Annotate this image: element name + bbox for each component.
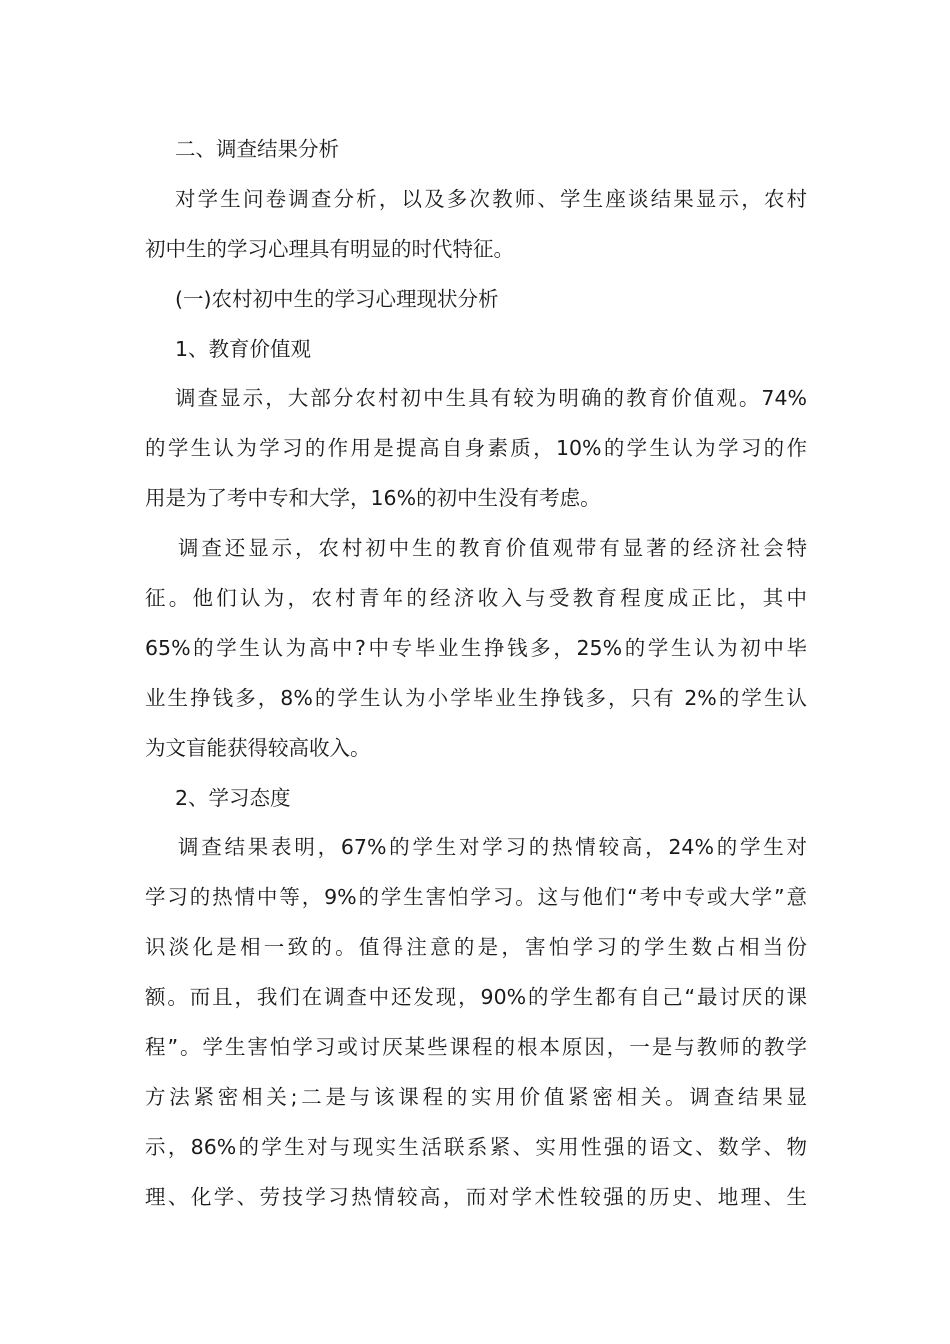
subsection-heading: 2、学习态度 xyxy=(175,785,291,810)
paragraph-line: 为文盲能获得较高收入。 xyxy=(145,735,371,760)
paragraph-line: 调查还显示，农村初中生的教育价值观带有显著的经济社会特 xyxy=(178,536,807,561)
paragraph-line: 调查显示，大部分农村初中生具有较为明确的教育价值观。74% xyxy=(175,386,807,411)
subsection-heading: (一)农村初中生的学习心理现状分析 xyxy=(175,286,499,311)
paragraph-line: 调查结果表明，67%的学生对学习的热情较高，24%的学生对 xyxy=(178,835,807,860)
paragraph-line: 理、化学、劳技学习热情较高，而对学术性较强的历史、地理、生 xyxy=(145,1184,807,1209)
paragraph-line: 程”。学生害怕学习或讨厌某些课程的根本原因，一是与教师的教学 xyxy=(145,1035,807,1060)
paragraph-line: 征。他们认为，农村青年的经济收入与受教育程度成正比，其中 xyxy=(145,586,807,611)
paragraph-line: 对学生问卷调查分析，以及多次教师、学生座谈结果显示，农村 xyxy=(175,186,807,211)
paragraph-line: 初中生的学习心理具有明显的时代特征。 xyxy=(145,236,514,261)
paragraph-line: 65%的学生认为高中?中专毕业生挣钱多，25%的学生认为初中毕 xyxy=(145,635,807,660)
paragraph-line: 方法紧密相关;二是与该课程的实用价值紧密相关。调查结果显 xyxy=(145,1084,807,1109)
paragraph-line: 的学生认为学习的作用是提高自身素质，10%的学生认为学习的作 xyxy=(145,436,807,461)
document-body xyxy=(145,125,807,1223)
paragraph-line: 学习的热情中等，9%的学生害怕学习。这与他们“考中专或大学”意 xyxy=(145,885,807,910)
subsection-heading: 1、教育价值观 xyxy=(175,336,312,361)
paragraph-line: 用是为了考中专和大学，16%的初中生没有考虑。 xyxy=(145,486,601,511)
paragraph-line: 识淡化是相一致的。值得注意的是，害怕学习的学生数占相当份 xyxy=(145,935,807,960)
paragraph-line: 业生挣钱多，8%的学生认为小学毕业生挣钱多，只有 2%的学生认 xyxy=(145,685,807,710)
paragraph-line: 示，86%的学生对与现实生活联系紧、实用性强的语文、数学、物 xyxy=(145,1134,807,1159)
paragraph-line: 额。而且，我们在调查中还发现，90%的学生都有自己“最讨厌的课 xyxy=(145,985,807,1010)
section-heading: 二、调查结果分析 xyxy=(175,137,339,161)
